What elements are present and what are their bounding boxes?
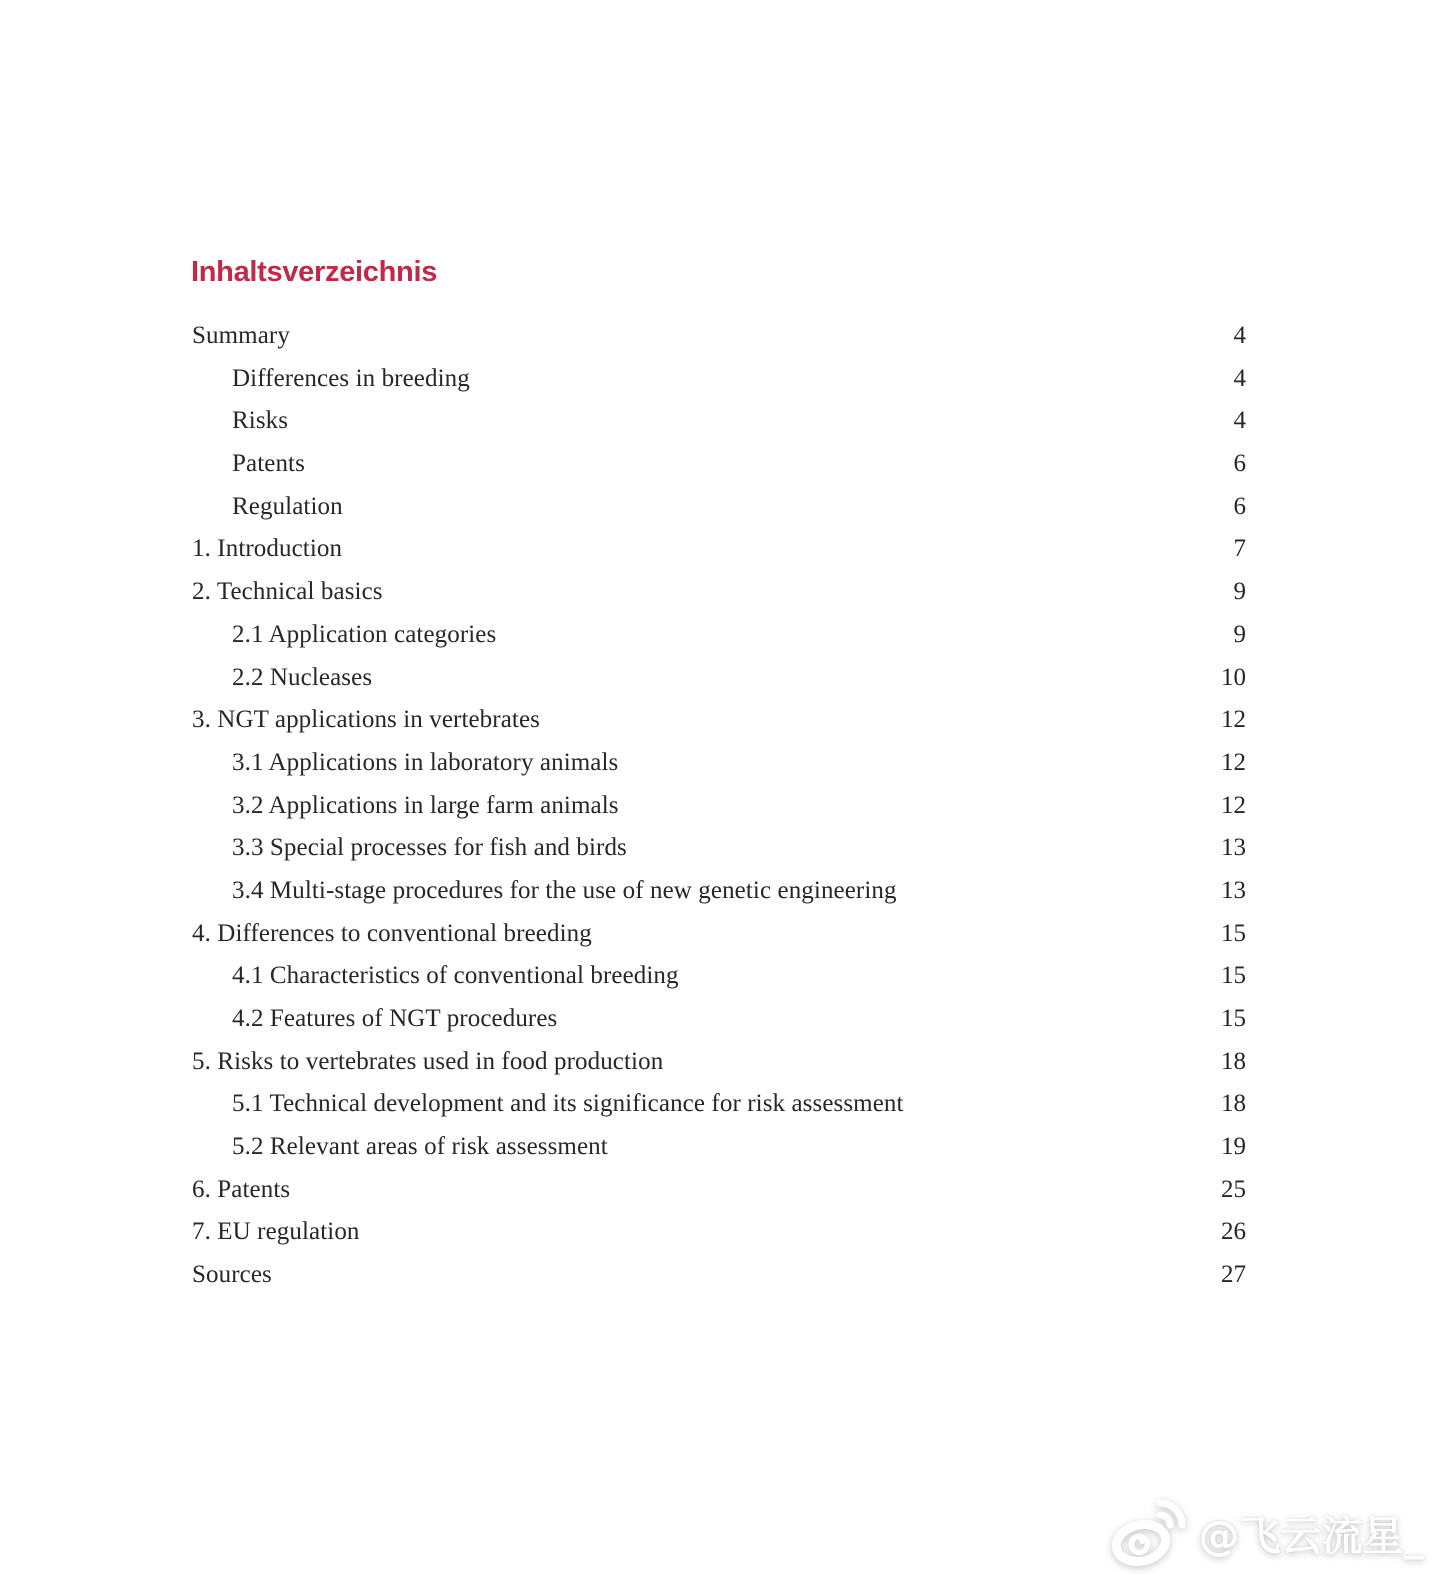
weibo-logo-icon — [1109, 1498, 1191, 1566]
toc-entry — [192, 1083, 1246, 1126]
toc-entry — [192, 528, 1246, 571]
toc-entry-page-number: 10 — [1221, 663, 1246, 691]
toc-entry — [192, 955, 1246, 998]
toc-entry — [192, 1126, 1246, 1169]
toc-entry-label: 5.2 Relevant areas of risk assessment — [232, 1133, 608, 1161]
page-title: Inhaltsverzeichnis — [191, 256, 438, 289]
toc-entry-page-number: 15 — [1221, 1005, 1246, 1032]
toc-entry-page-number: 7 — [1233, 535, 1246, 563]
toc-entry-label: 3.4 Multi-stage procedures for the use of new genetic engineering — [232, 876, 897, 904]
toc-entry-label: 5.1 Technical development and its significance for risk assessment — [232, 1090, 904, 1118]
toc-entry-label: 3.3 Special processes for fish and birds — [232, 834, 627, 862]
toc-entry-page-number: 18 — [1221, 1090, 1246, 1118]
toc-entry-label: Risks — [232, 407, 289, 435]
toc-entry — [192, 913, 1246, 956]
toc-entry-page-number: 12 — [1221, 706, 1246, 734]
toc-entry-page-number: 12 — [1221, 748, 1246, 776]
toc-entry-label: 4.1 Characteristics of conventional breeding — [232, 962, 679, 990]
toc-entry — [192, 785, 1246, 828]
toc-entry — [192, 614, 1246, 657]
toc-entry-page-number: 13 — [1221, 876, 1246, 904]
toc-entry — [192, 998, 1246, 1041]
toc-entry-label: 2.1 Application categories — [232, 620, 497, 648]
toc-entry — [192, 400, 1246, 443]
toc-entry-label: 3.1 Applications in laboratory animals — [232, 748, 619, 776]
toc-entry-page-number: 26 — [1221, 1218, 1246, 1246]
toc-entry — [192, 699, 1246, 742]
toc-entry-label: 2. Technical basics — [192, 578, 383, 606]
toc-entry-label: 2.2 Nucleases — [232, 663, 373, 691]
toc-entry-page-number: 9 — [1233, 620, 1246, 648]
toc-entry-page-number: 15 — [1221, 919, 1246, 947]
toc-entry — [192, 1211, 1246, 1254]
toc-entry-label: 4. Differences to conventional breeding — [192, 919, 592, 947]
toc-entry-label: 5. Risks to vertebrates used in food production — [192, 1047, 664, 1075]
toc-entry-label: 3.2 Applications in large farm animals — [232, 791, 619, 819]
toc-entry-label: 7. EU regulation — [192, 1218, 360, 1246]
toc-entry — [192, 315, 1246, 358]
toc-entry-label: 4.2 Features of NGT procedures — [232, 1005, 558, 1032]
toc-entry-label: Summary — [192, 322, 290, 349]
toc-entry — [192, 358, 1246, 401]
toc-entry-label: 3. NGT applications in vertebrates — [192, 706, 540, 734]
toc-entry — [192, 1169, 1246, 1212]
toc-entry-page-number: 19 — [1221, 1133, 1246, 1161]
toc-entry — [192, 1041, 1246, 1084]
toc-entry-page-number: 6 — [1233, 450, 1246, 478]
toc-entry — [192, 571, 1246, 614]
toc-entry — [192, 870, 1246, 913]
watermark-text: @飞云流星_ — [1198, 1511, 1424, 1560]
toc-entry-label: 6. Patents — [192, 1175, 291, 1203]
table-of-contents — [192, 315, 1246, 1297]
toc-entry-page-number: 27 — [1221, 1261, 1246, 1289]
weibo-watermark — [1109, 1498, 1425, 1566]
toc-entry-page-number: 25 — [1221, 1175, 1246, 1203]
toc-entry-label: Sources — [192, 1261, 272, 1289]
toc-entry-page-number: 12 — [1221, 791, 1246, 819]
toc-entry-page-number: 13 — [1221, 834, 1246, 862]
toc-entry — [192, 742, 1246, 785]
toc-entry — [192, 486, 1246, 529]
toc-entry-page-number: 4 — [1233, 407, 1246, 435]
toc-entry-page-number: 18 — [1221, 1047, 1246, 1075]
toc-entry — [192, 657, 1246, 700]
toc-entry — [192, 1254, 1246, 1297]
toc-entry-label: Patents — [232, 450, 305, 478]
toc-entry-label: 1. Introduction — [192, 535, 343, 563]
toc-entry-label: Differences in breeding — [232, 364, 470, 392]
toc-entry-page-number: 15 — [1221, 962, 1246, 990]
toc-entry-label: Regulation — [232, 492, 343, 520]
toc-entry-page-number: 9 — [1233, 578, 1246, 606]
toc-entry — [192, 443, 1246, 486]
toc-entry-page-number: 4 — [1233, 364, 1246, 392]
toc-entry-page-number: 4 — [1233, 322, 1246, 349]
toc-entry — [192, 827, 1246, 870]
toc-entry-page-number: 6 — [1233, 492, 1246, 520]
